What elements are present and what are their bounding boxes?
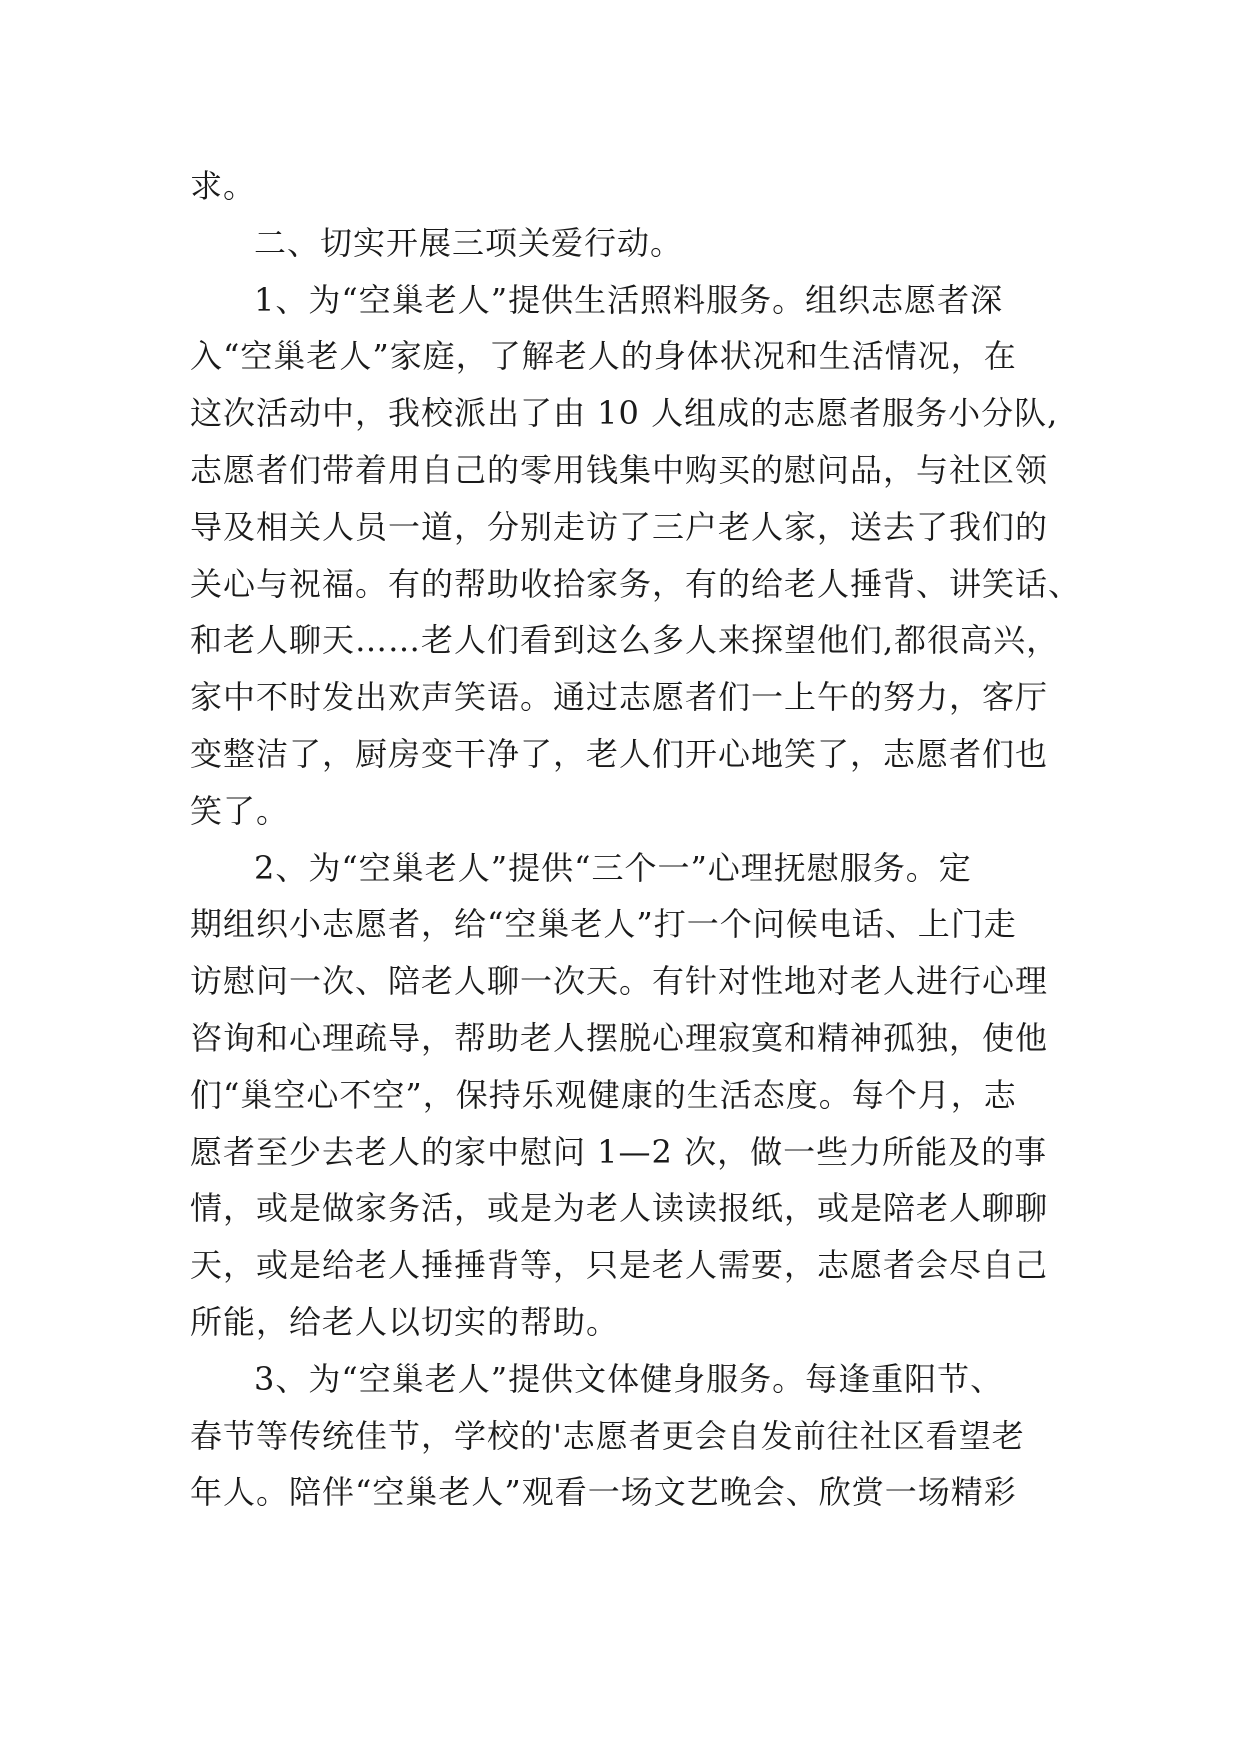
body-text [190,158,1082,1521]
text-line: 导及相关人员一道，分别走访了三户老人家，送去了我们的 [190,507,1049,546]
text-line: 情，或是做家务活，或是为老人读读报纸，或是陪老人聊聊 [190,1189,1049,1228]
text-line: 期组织小志愿者，给“空巢老人”打一个问候电话、上门走 [190,905,1017,944]
text-line: 所能，给老人以切实的帮助。 [190,1302,620,1341]
text-line: 关心与祝福。有的帮助收拾家务，有的给老人捶背、讲笑话、 [190,564,1082,603]
text-line: 3、为“空巢老人”提供文体健身服务。每逢重阳节、 [254,1359,1004,1398]
text-line: 笑了。 [190,791,290,830]
text-line: 求。 [190,167,257,205]
text-line: 这次活动中，我校派出了由 10 人组成的志愿者服务小分队, [190,394,1059,433]
text-line: 家中不时发出欢声笑语。通过志愿者们一上午的努力，客厅 [190,678,1049,717]
text-line: 年人。陪伴“空巢老人”观看一场文艺晚会、欣赏一场精彩 [190,1473,1017,1512]
text-line: 变整洁了，厨房变干净了，老人们开心地笑了，志愿者们也 [190,734,1049,773]
text-line: 和老人聊天……老人们看到这么多人来探望他们,都很高兴， [190,621,1060,660]
text-line: 春节等传统佳节，学校的'志愿者更会自发前往社区看望老 [190,1416,1025,1455]
text-line: 愿者至少去老人的家中慰问 1—2 次，做一些力所能及的事 [190,1132,1048,1171]
text-line: 们“巢空心不空”，保持乐观健康的生活态度。每个月，志 [190,1075,1017,1114]
text-line: 咨询和心理疏导，帮助老人摆脱心理寂寞和精神孤独，使他 [190,1018,1049,1057]
text-line: 志愿者们带着用自己的零用钱集中购买的慰问品，与社区领 [190,450,1049,489]
text-line: 访慰问一次、陪老人聊一次天。有针对性地对老人进行心理 [190,962,1049,1001]
text-line: 1、为“空巢老人”提供生活照料服务。组织志愿者深 [254,280,1004,319]
text-line: 天，或是给老人捶捶背等，只是老人需要，志愿者会尽自己 [190,1246,1049,1285]
text-line: 2、为“空巢老人”提供“三个一”心理抚慰服务。定 [254,848,972,887]
text-line: 入“空巢老人”家庭，了解老人的身体状况和生活情况，在 [190,337,1017,376]
text-line: 二、切实开展三项关爱行动。 [254,223,684,262]
